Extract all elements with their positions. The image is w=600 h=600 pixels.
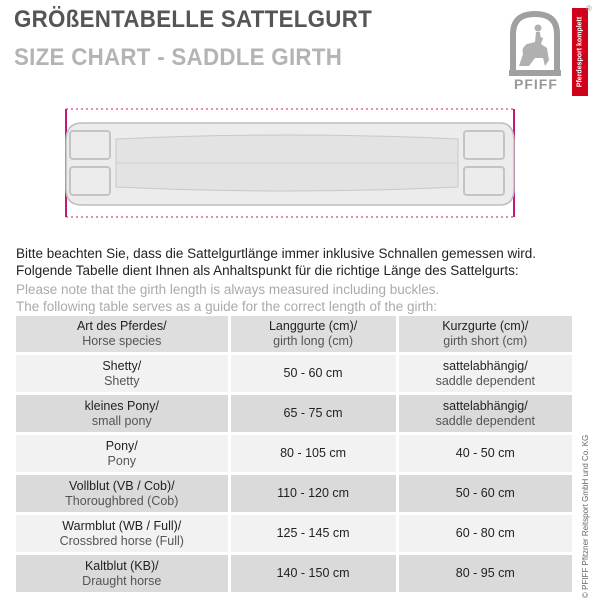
cell-long: 125 - 145 cm bbox=[231, 515, 399, 555]
cell-species: Kaltblut (KB)/ Draught horse bbox=[16, 555, 231, 595]
registered-mark: ® bbox=[586, 4, 592, 13]
logo-wordmark: PFIFF bbox=[514, 76, 558, 92]
intro-german: Bitte beachten Sie, dass die Sattelgurtlänge immer inklusive Schnallen gemessen wird. Folgende Tabelle dient Ihnen als Anhaltspunkt für die richtige Länge des Sattelgurts: bbox=[16, 246, 537, 278]
cell-short: 60 - 80 cm bbox=[399, 515, 572, 555]
table-row bbox=[16, 435, 572, 475]
intro-english: Please note that the girth length is always measured including buckles. The following table serves as a guide for the correct length of the girth: bbox=[16, 282, 440, 314]
page-subtitle: SIZE CHART - SADDLE GIRTH bbox=[14, 44, 343, 71]
cell-species: Vollblut (VB / Cob)/ Thoroughbred (Cob) bbox=[16, 475, 231, 515]
cell-species: kleines Pony/ small pony bbox=[16, 395, 231, 435]
cell-short: 80 - 95 cm bbox=[399, 555, 572, 595]
cell-long: 110 - 120 cm bbox=[231, 475, 399, 515]
table-row bbox=[16, 395, 572, 435]
cell-species: Shetty/ Shetty bbox=[16, 355, 231, 395]
cell-long: 80 - 105 cm bbox=[231, 435, 399, 475]
header-girth-long: Langgurte (cm)/ girth long (cm) bbox=[231, 316, 399, 355]
saddle-girth-illustration bbox=[60, 105, 520, 220]
cell-species: Pony/ Pony bbox=[16, 435, 231, 475]
table-row bbox=[16, 355, 572, 395]
table-row bbox=[16, 475, 572, 515]
header-species: Art des Pferdes/ Horse species bbox=[16, 316, 231, 355]
cell-short: 50 - 60 cm bbox=[399, 475, 572, 515]
table-row bbox=[16, 515, 572, 555]
cell-long: 50 - 60 cm bbox=[231, 355, 399, 395]
brand-tagline-tag: Pferdesport komplett bbox=[572, 8, 588, 96]
header-girth-short: Kurzgurte (cm)/ girth short (cm) bbox=[399, 316, 572, 355]
cell-short: sattelabhängig/ saddle dependent bbox=[399, 395, 572, 435]
table-header-row bbox=[16, 316, 572, 355]
page-title: GRÖßENTABELLE SATTELGURT bbox=[14, 6, 373, 33]
copyright-notice: © PFIFF Pfitzner Reitsport GmbH und Co. KG bbox=[581, 434, 590, 598]
cell-short: 40 - 50 cm bbox=[399, 435, 572, 475]
table-row bbox=[16, 555, 572, 595]
cell-short: sattelabhängig/ saddle dependent bbox=[399, 355, 572, 395]
size-chart-table bbox=[16, 316, 572, 595]
cell-species: Warmblut (WB / Full)/ Crossbred horse (Full) bbox=[16, 515, 231, 555]
cell-long: 140 - 150 cm bbox=[231, 555, 399, 595]
cell-long: 65 - 75 cm bbox=[231, 395, 399, 435]
